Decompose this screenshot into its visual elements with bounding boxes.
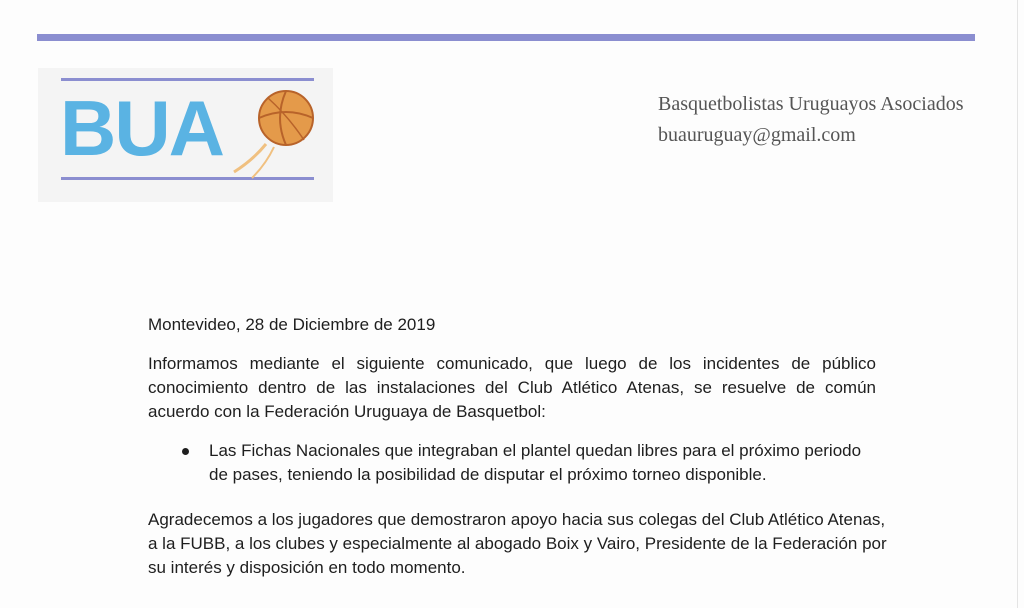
- basketball-icon: [38, 68, 333, 202]
- resolution-list: [176, 439, 882, 487]
- resolution-item-text: Las Fichas Nacionales que integraban el plantel quedan libres para el próximo periodo de pases, teniendo la posibilidad de disputar el próximo torneo disponible.: [209, 441, 862, 484]
- letter-paragraph-thanks: Agradecemos a los jugadores que demostraron apoyo hacia sus colegas del Club Atlético Atenas, a la FUBB, a los clubes y especialmente al abogado Boix y Vairo, Presidente de la Federación por su interés y disposición en todo momento.: [148, 510, 887, 577]
- header-rule: [37, 34, 975, 41]
- letter-paragraph-intro: Informamos mediante el siguiente comunicado, que luego de los incidentes de público conocimiento dentro de las instalaciones del Club Atlético Atenas, se resuelve de común acuerdo con la Federación Uruguaya de Basquetbol:: [148, 354, 876, 421]
- resolution-item: [176, 439, 882, 487]
- letter-date: Montevideo, 28 de Diciembre de 2019: [148, 315, 436, 334]
- bullet-icon: [182, 448, 189, 455]
- org-name: Basquetbolistas Uruguayos Asociados: [658, 93, 964, 115]
- org-email: buauruguay@gmail.com: [658, 124, 856, 146]
- bua-logo: [38, 68, 333, 202]
- logo-text: BUA: [60, 84, 223, 172]
